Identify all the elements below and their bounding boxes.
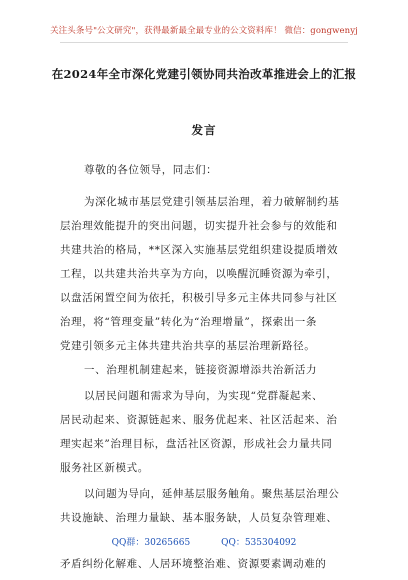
body-line: 服务社区新模式。 bbox=[60, 462, 149, 474]
body-line: 治理，将“管理变量”转化为“治理增量”，探索出一条 bbox=[60, 316, 317, 328]
body-line: 以问题为导向，延伸基层服务触角。聚焦基层治理公 bbox=[84, 488, 340, 500]
body-line: 为深化城市基层党建引领基层治理，着力破解制约基 bbox=[84, 196, 340, 208]
salutation: 尊敬的各位领导，同志们： bbox=[84, 164, 218, 176]
body-line: 理实起来”治理目标，盘活社区资源，形成社会力量共同 bbox=[60, 438, 333, 450]
body-line: 共建共治的格局，**区深入实施基层党组织建设提质增效 bbox=[60, 244, 339, 256]
section-heading: 一、治理机制建起来，链接资源增添共治新活力 bbox=[84, 364, 318, 376]
footer-qq-group: QQ群：30265665 bbox=[111, 538, 191, 548]
document-subtitle: 发言 bbox=[191, 123, 217, 137]
body-line: 层治理效能提升的突出问题，切实提升社会参与的效能和 bbox=[60, 220, 338, 232]
header-divider bbox=[60, 42, 348, 43]
body-line: 居民动起来、资源链起来、服务优起来、社区活起来、治 bbox=[60, 414, 338, 426]
header-banner: 关注头条号"公文研究"，获得最新最全最专业的公文资料库！ 微信：gongwenyj bbox=[50, 26, 358, 36]
body-line: 矛盾纠纷化解难、人居环境整治难、资源要素调动难的 bbox=[60, 558, 327, 570]
footer-qq: QQ：535304092 bbox=[221, 538, 297, 548]
body-line: 共设施缺、治理力量缺、基本服务缺，人员复杂管理难、 bbox=[60, 512, 338, 524]
body-line: 以盘活闲置空间为依托，积极引导多元主体共同参与社区 bbox=[60, 292, 338, 304]
body-line: 党建引领多元主体共建共治共享的基层治理新路径。 bbox=[60, 340, 316, 352]
body-line: 以居民问题和需求为导向，为实现“党群凝起来、 bbox=[84, 390, 324, 402]
body-line: 工程，以共建共治共享为方向，以唤醒沉睡资源为牵引， bbox=[60, 268, 338, 280]
footer-contacts bbox=[0, 535, 408, 548]
document-title: 在2024年全市深化党建引领协同共治改革推进会上的汇报 bbox=[51, 67, 357, 81]
